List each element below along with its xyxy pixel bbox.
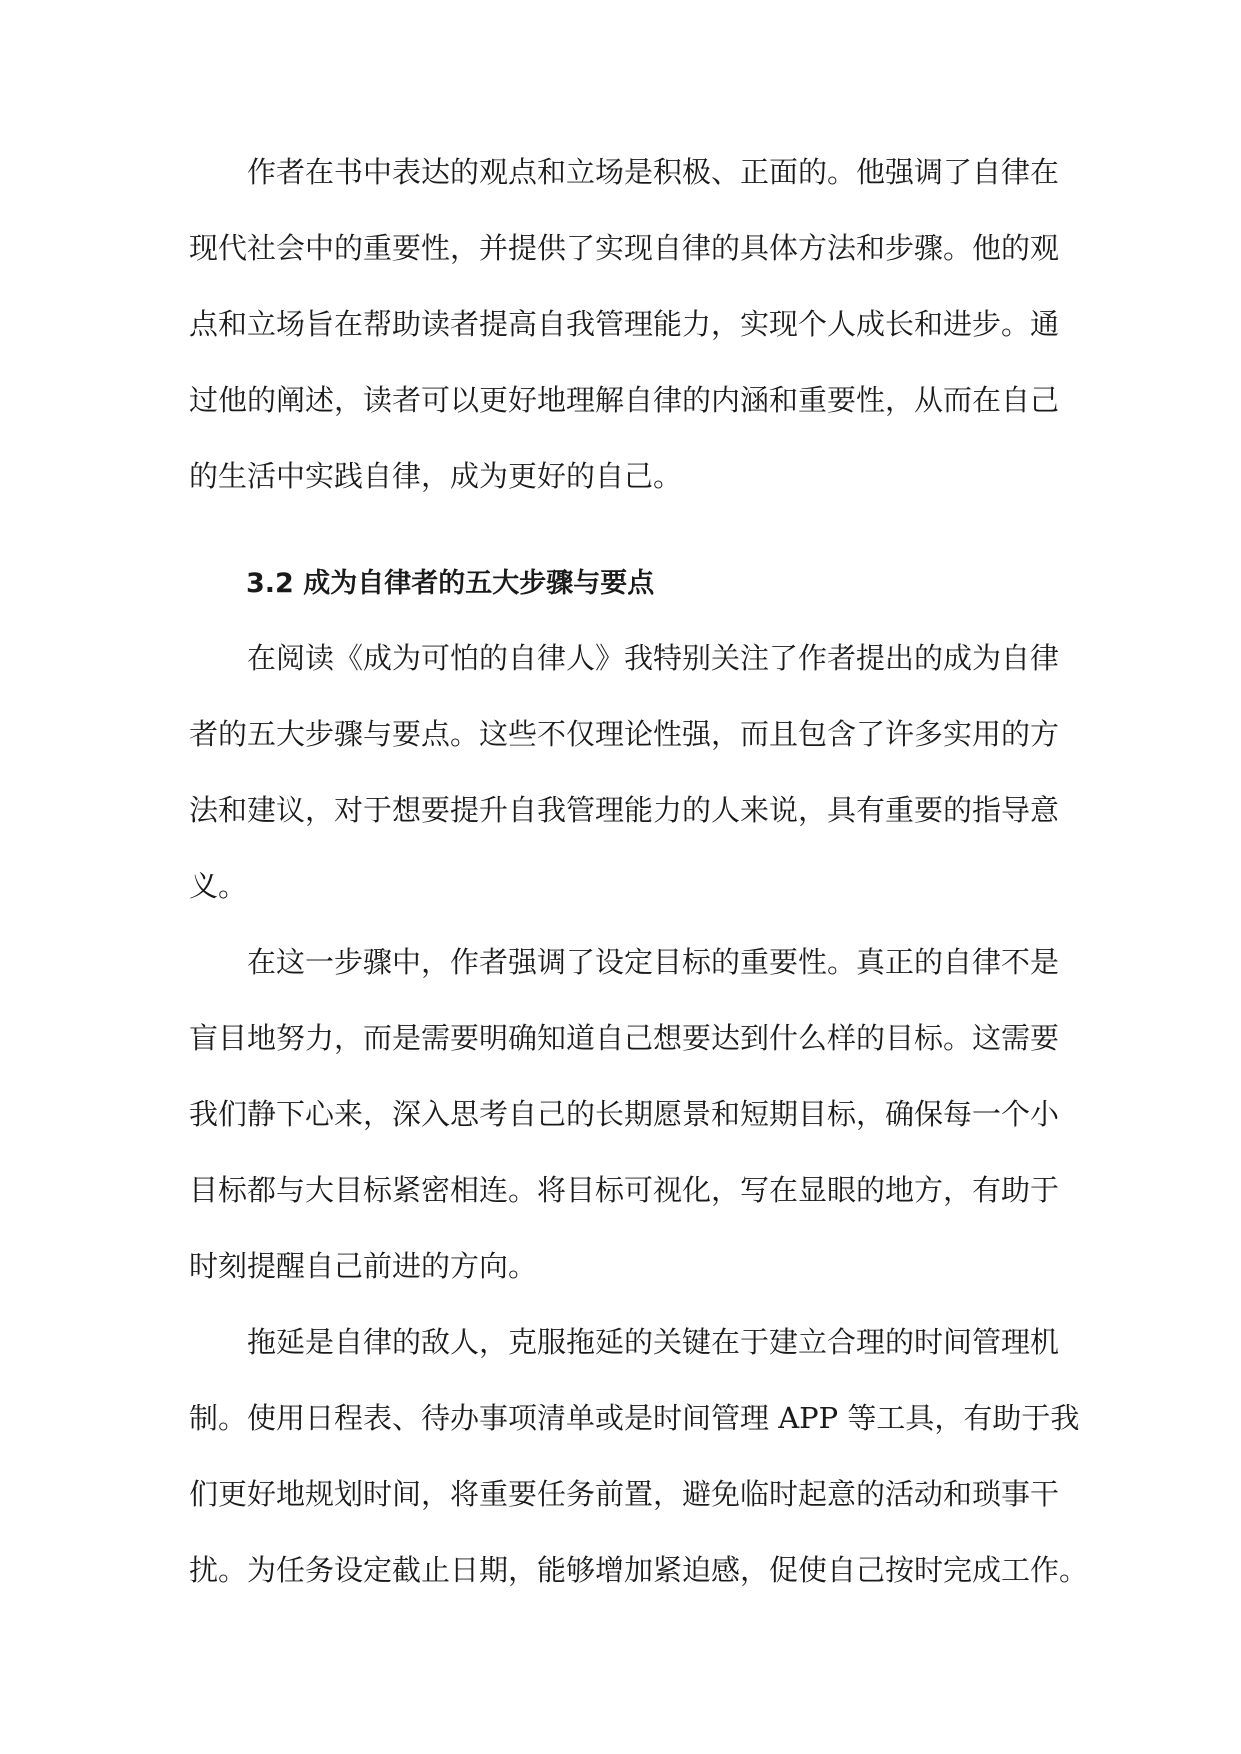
paragraph-line: 在阅读《成为可怕的自律人》我特别关注了作者提出的成为自律: [247, 641, 1060, 675]
paragraph-line: 过他的阐述，读者可以更好地理解自律的内涵和重要性，从而在自己: [189, 383, 1060, 417]
paragraph-line: 们更好地规划时间，将重要任务前置，避免临时起意的活动和琐事干: [189, 1477, 1060, 1511]
paragraph-line: 在这一步骤中，作者强调了设定目标的重要性。真正的自律不是: [247, 945, 1060, 979]
paragraph-line: 盲目地努力，而是需要明确知道自己想要达到什么样的目标。这需要: [189, 1021, 1060, 1055]
paragraph-line: 点和立场旨在帮助读者提高自我管理能力，实现个人成长和进步。通: [189, 307, 1060, 341]
paragraph-line: 拖延是自律的敌人，克服拖延的关键在于建立合理的时间管理机: [247, 1325, 1060, 1359]
paragraph-line: 作者在书中表达的观点和立场是积极、正面的。他强调了自律在: [247, 155, 1060, 189]
paragraph-line: 法和建议，对于想要提升自我管理能力的人来说，具有重要的指导意: [189, 793, 1060, 827]
paragraph-line: 目标都与大目标紧密相连。将目标可视化，写在显眼的地方，有助于: [189, 1173, 1060, 1207]
paragraph-line: 制。使用日程表、待办事项清单或是时间管理 APP 等工具，有助于我: [189, 1401, 1080, 1435]
paragraph-line: 扰。为任务设定截止日期，能够增加紧迫感，促使自己按时完成工作。: [189, 1553, 1089, 1587]
paragraph-line: 的生活中实践自律，成为更好的自己。: [189, 459, 683, 493]
paragraph-line: 时刻提醒自己前进的方向。: [189, 1249, 538, 1283]
paragraph-line: 我们静下心来，深入思考自己的长期愿景和短期目标，确保每一个小: [189, 1097, 1060, 1131]
paragraph-line: 者的五大步骤与要点。这些不仅理论性强，而且包含了许多实用的方: [189, 717, 1060, 751]
section-heading: 3.2 成为自律者的五大步骤与要点: [246, 568, 655, 599]
paragraph-line: 义。: [189, 869, 248, 903]
paragraph-line: 现代社会中的重要性，并提供了实现自律的具体方法和步骤。他的观: [189, 231, 1060, 265]
